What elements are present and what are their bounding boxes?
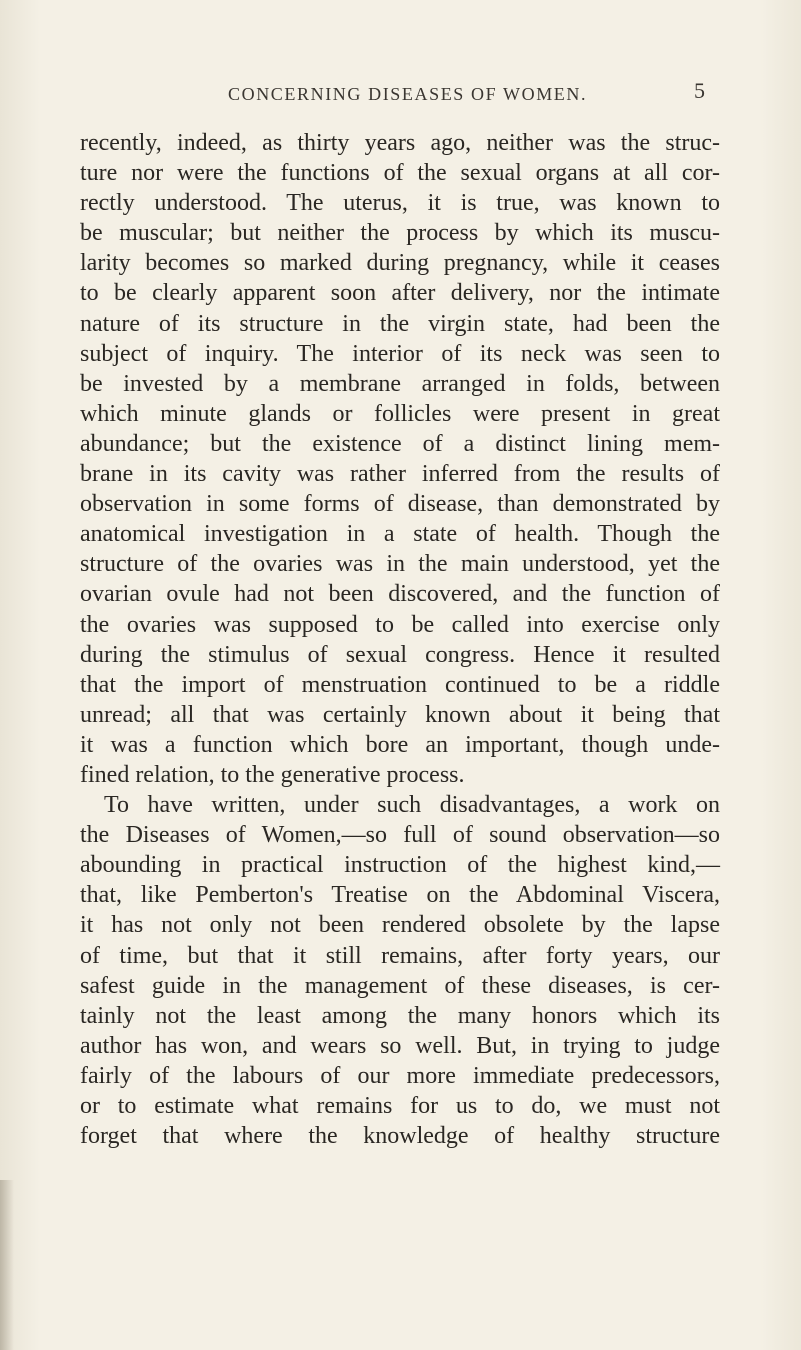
text-line: abundance; but the existence of a distinct lining mem- bbox=[80, 430, 720, 457]
text-line: during the stimulus of sexual congress. Hence it resulted bbox=[80, 641, 720, 668]
text-line: safest guide in the management of these diseases, is cer- bbox=[80, 972, 720, 999]
text-line: author has won, and wears so well. But, in trying to judge bbox=[80, 1032, 720, 1059]
binding-shadow bbox=[0, 1180, 14, 1350]
text-line: it was a function which bore an important, though unde- bbox=[80, 731, 720, 758]
text-line: that, like Pemberton's Treatise on the Abdominal Viscera, bbox=[80, 882, 720, 909]
paragraph-start-line: To have written, under such disadvantages, a work on bbox=[104, 792, 720, 819]
text-line: ovarian ovule had not been discovered, and the function of bbox=[80, 581, 720, 608]
running-head bbox=[0, 78, 801, 110]
text-line: fairly of the labours of our more immediate predecessors, bbox=[80, 1062, 720, 1089]
text-line: ture nor were the functions of the sexual organs at all cor- bbox=[80, 160, 720, 187]
body-text bbox=[80, 128, 720, 1151]
text-line: unread; all that was certainly known about it being that bbox=[80, 701, 720, 728]
text-line: subject of inquiry. The interior of its neck was seen to bbox=[80, 340, 720, 367]
page-number: 5 bbox=[694, 78, 705, 103]
paragraph-end-line: fined relation, to the generative process. bbox=[80, 761, 465, 788]
text-line: to be clearly apparent soon after delivery, nor the intimate bbox=[80, 280, 720, 307]
running-title: CONCERNING DISEASES OF WOMEN. bbox=[228, 84, 588, 104]
text-line: be invested by a membrane arranged in folds, between bbox=[80, 370, 720, 397]
text-line: observation in some forms of disease, than demonstrated by bbox=[80, 491, 720, 518]
text-line: rectly understood. The uterus, it is true, was known to bbox=[80, 190, 720, 217]
text-line: brane in its cavity was rather inferred from the results of bbox=[80, 461, 720, 488]
text-line: which minute glands or follicles were present in great bbox=[80, 400, 720, 427]
text-line: the Diseases of Women,—so full of sound observation—so bbox=[80, 822, 720, 849]
text-line: forget that where the knowledge of healthy structure bbox=[80, 1123, 720, 1150]
text-line: the ovaries was supposed to be called into exercise only bbox=[80, 611, 720, 638]
text-line: recently, indeed, as thirty years ago, neither was the struc- bbox=[80, 130, 720, 156]
text-line: structure of the ovaries was in the main understood, yet the bbox=[80, 551, 720, 578]
text-line: larity becomes so marked during pregnancy, while it ceases bbox=[80, 250, 720, 277]
text-line: or to estimate what remains for us to do, we must not bbox=[80, 1093, 720, 1119]
text-line: of time, but that it still remains, after forty years, our bbox=[80, 942, 720, 969]
text-line: that the import of menstruation continued to be a riddle bbox=[80, 671, 720, 698]
text-line: anatomical investigation in a state of health. Though the bbox=[80, 521, 720, 548]
text-line: tainly not the least among the many honors which its bbox=[80, 1002, 720, 1029]
text-line: abounding in practical instruction of the highest kind,— bbox=[80, 852, 720, 879]
text-line: nature of its structure in the virgin state, had been the bbox=[80, 310, 720, 337]
text-line: be muscular; but neither the process by which its muscu- bbox=[80, 220, 720, 247]
text-line: it has not only not been rendered obsolete by the lapse bbox=[80, 912, 720, 939]
